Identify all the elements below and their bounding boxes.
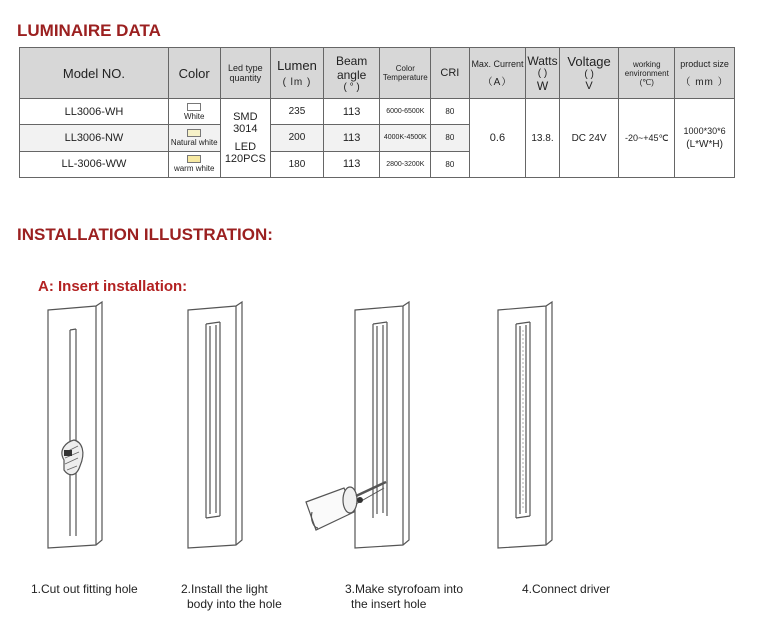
- table-header-row: [20, 48, 735, 99]
- cct-cell: 2800-3200K: [380, 151, 431, 177]
- white-swatch: [187, 103, 201, 111]
- working-env-cell: -20~+45℃: [619, 99, 675, 178]
- step-4-caption: 4.Connect driver: [522, 582, 611, 596]
- luminaire-spec-table: [19, 47, 735, 178]
- cri-cell: 80: [431, 99, 469, 125]
- step3-styrofoam-illustration: [300, 300, 420, 550]
- color-cell: White: [168, 99, 220, 125]
- model-cell: LL3006-WH: [20, 99, 169, 125]
- color-cell: warm white: [168, 151, 220, 177]
- model-cell: LL-3006-WW: [20, 151, 169, 177]
- warm-white-swatch: [187, 155, 201, 163]
- beam-cell: 113: [323, 151, 380, 177]
- lumen-cell: 235: [271, 99, 324, 125]
- header-cri: CRI: [431, 48, 469, 99]
- table-row: [20, 99, 735, 125]
- header-working-environment: working environment (℃): [619, 48, 675, 99]
- beam-cell: 113: [323, 125, 380, 151]
- header-led-type: Led type quantity: [220, 48, 271, 99]
- model-cell: LL3006-NW: [20, 125, 169, 151]
- step-2-caption: 2.Install the light body into the hole: [181, 582, 282, 611]
- voltage-cell: DC 24V: [559, 99, 619, 178]
- header-product-size: product size （ mm ）: [675, 48, 735, 99]
- header-voltage: Voltage ( ) V: [559, 48, 619, 99]
- color-cell: Natural white: [168, 125, 220, 151]
- cri-cell: 80: [431, 151, 469, 177]
- header-max-current: Max. Current （A）: [469, 48, 526, 99]
- cct-cell: 4000K-4500K: [380, 125, 431, 151]
- header-model: Model NO.: [20, 48, 169, 99]
- header-lumen: Lumen ( lm ): [271, 48, 324, 99]
- luminaire-data-title: LUMINAIRE DATA: [17, 21, 161, 40]
- watts-cell: 13.8.: [526, 99, 559, 178]
- step-3-caption: 3.Make styrofoam into the insert hole: [345, 582, 464, 611]
- step1-cut-hole-illustration: [40, 300, 130, 550]
- header-beam-angle: Beam angle ( ° ): [323, 48, 380, 99]
- led-type-cell: SMD 3014 LED 120PCS: [220, 99, 271, 178]
- beam-cell: 113: [323, 99, 380, 125]
- cct-cell: 6000-6500K: [380, 99, 431, 125]
- max-current-cell: 0.6: [469, 99, 526, 178]
- natural-white-swatch: [187, 129, 201, 137]
- product-size-cell: 1000*30*6 (L*W*H): [675, 99, 735, 178]
- header-color: Color: [168, 48, 220, 99]
- step-1-caption: 1.Cut out fitting hole: [31, 582, 138, 596]
- header-color-temperature: Color Temperature: [380, 48, 431, 99]
- header-watts: Watts ( ) W: [526, 48, 559, 99]
- lumen-cell: 200: [271, 125, 324, 151]
- cri-cell: 80: [431, 125, 469, 151]
- lumen-cell: 180: [271, 151, 324, 177]
- insert-installation-subtitle: A: Insert installation:: [38, 278, 188, 295]
- step4-connect-driver-illustration: [490, 300, 580, 550]
- installation-title: INSTALLATION ILLUSTRATION:: [17, 225, 273, 244]
- step2-install-light-illustration: [180, 300, 270, 550]
